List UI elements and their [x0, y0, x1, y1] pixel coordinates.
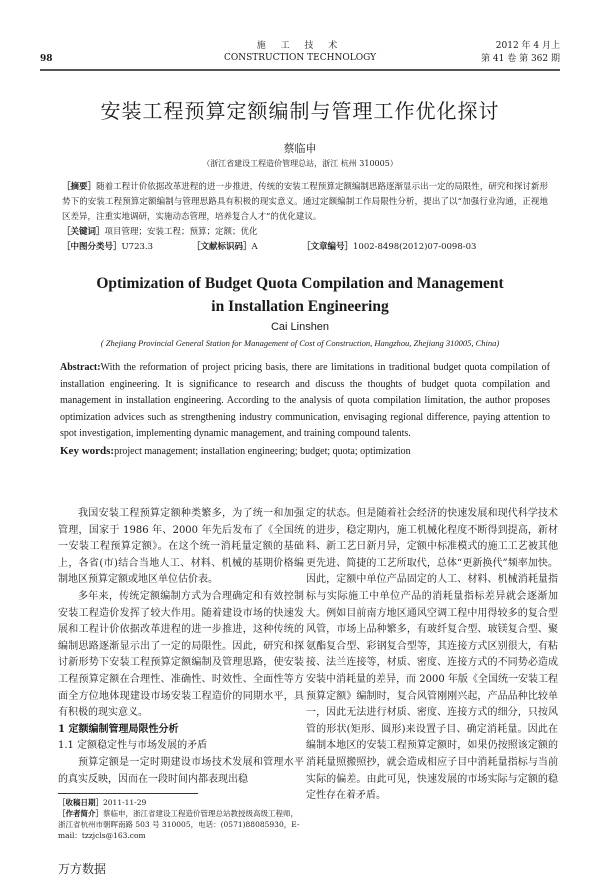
affiliation-cn: （浙江省建设工程造价管理总站，浙江 杭州 310005） — [202, 159, 398, 168]
classification-row — [62, 240, 548, 255]
abstract-cn-label: ［摘要］ — [62, 182, 97, 192]
page-number: 98 — [40, 54, 53, 64]
body-left-column — [58, 506, 304, 788]
clc-value: U723.3 — [121, 242, 154, 252]
received-label: ［收稿日期］ — [58, 798, 103, 807]
body-paragraph: 定的状态。但是随着社会经济的快速发展和现代科学技术的进步，稳定期内，施工机械化程度不断得到提高，新材料、新工艺日新月异，定额中标准模式的施工工艺被其他更先进、简捷的工艺所取代，总体“更新换代”频率加快。因此，定额中单位产品固定的人工、材料、机械消耗量指标与实际施工中单位产品的消耗量指标差异就会逐渐加大。例如目前南方地区通风空调工程中用得较多的复合型风管，市场上品种繁多，有玻纤复合型、玻镁复合型、聚氨酯复合型、彩钢复合型等，其连接方式区别很大，有粘接、法兰连接等，材质、密度、连接方式的不同势必造成安装中消耗量的差异，而 2000 年版《全国统一安装工程预算定额》编制时，复合风管刚刚兴起，产品品种比较单一，因此无法进行材质、密度、连接方式的细分，只按风管的形状(矩形、圆形)来设置子目、确定消耗量。因此在编制本地区的安装工程预算定额时，如果仍按照该定额的消耗量照搬照抄，就会造成相应子目中消耗量指标与当前实际的偏差。由此可见，快速发展的市场实际与定额的稳定性存在着矛盾。 — [306, 508, 558, 802]
abstract-cn-block — [62, 180, 548, 255]
title-cn: 安装工程预算定额编制与管理工作优化探讨 — [100, 99, 500, 123]
footnote-rule — [58, 793, 198, 794]
watermark: 万方数据 — [58, 862, 107, 876]
author-en: Cai Linshen — [270, 321, 330, 333]
title-en — [0, 272, 600, 318]
author-cn: 蔡临申 — [283, 142, 317, 155]
article-no-label: ［文章编号］ — [302, 242, 354, 252]
body-paragraph: 多年来，传统定额编制方式为合理确定和有效控制安装工程造价发挥了较大作用。随着建设市场的快速发展和工程计价依据改革进程的进一步推进，这种传统的编制思路逐渐显示出了一定的局限性。因此，研究和探讨新形势下安装工程预算定额编制及管理思路，使安装工程预算定额在合理性、准确性、时效性、全面性等方面全方位地体现建设市场安装工程造价的同期水平，具有积极的现实意义。 — [58, 590, 304, 719]
article-no-value: 1002-8498(2012)07-0098-03 — [353, 242, 477, 252]
issue-info — [481, 40, 560, 66]
abstract-cn-text: 随着工程计价依据改革进程的进一步推进，传统的安装工程预算定额编制思路逐渐显示出一定的局限性，研究和探讨新形势下的安装工程预算定额编制与管理思路具有积极的现实意义。通过定额编制工作局限性分析，提出了以“加强行业沟通，正视地区差异，注重实地调研，实施动态管理，培养复合人才”的优化建议。 — [62, 182, 548, 222]
body-paragraph: 预算定额是一定时期建设市场技术发展和管理水平的真实反映，因而在一段时间内都表现出稳 — [58, 756, 304, 785]
abstract-en — [60, 360, 550, 443]
title-en-text: Optimization of Budget Quota Compilation and Management in Installation Engineering — [96, 275, 504, 315]
issue-volume: 第 41 卷 第 362 期 — [481, 54, 560, 64]
author-bio: 蔡临申，浙江省建设工程造价管理总站教授级高级工程师，浙江省杭州市朝晖南路 503 号 310005，电话：(0571)88085930，E-mail：tzzjcls@163.com — [58, 809, 300, 840]
affiliation-en: ( Zhejiang Provincial General Station for Management of Cost of Construction, Hangzhou, Zhejiang 310005, China) — [100, 338, 500, 348]
journal-name-en: CONSTRUCTION TECHNOLOGY — [223, 53, 377, 63]
abstract-en-text: With the reformation of project pricing basis, there are limitations in traditional budget quota compilation of installation engineering. It is significance to research and discuss the thoughts of budget quota compilation and management in installation engineering. According to the analysis of quota compilation limitation, the author proposes optimization advices such as strengthening industry communication, envisaging regional difference, paying attention to spot investigation, implementing dynamic management, and training compound talents. — [60, 362, 550, 439]
body-right-column — [306, 506, 558, 805]
journal-name-cn: 施 工 技 术 — [256, 41, 344, 51]
journal-header — [200, 40, 400, 64]
keywords-cn-label: ［关键词］ — [62, 227, 105, 237]
keywords-en-label: Key words: — [60, 444, 115, 457]
abstract-cn — [62, 180, 548, 225]
abstract-en-label: Abstract: — [60, 362, 101, 373]
received-date: 2011-11-29 — [103, 798, 147, 807]
abstract-en-block — [60, 360, 550, 460]
subsection-heading: 1.1 定额稳定性与市场发展的矛盾 — [58, 740, 208, 752]
footnotes — [58, 797, 304, 841]
doc-code-label: ［文献标识码］ — [192, 242, 252, 252]
clc-label: ［中图分类号］ — [62, 242, 122, 252]
header-rule — [40, 69, 560, 71]
section-heading: 1 定额编制管理局限性分析 — [58, 723, 179, 735]
bio-label: ［作者简介］ — [58, 809, 103, 818]
keywords-cn — [62, 225, 548, 240]
keywords-en-text: project management; installation engineering; budget; quota; optimization — [114, 445, 411, 457]
keywords-en — [60, 443, 550, 461]
body-paragraph: 我国安装工程预算定额种类繁多，为了统一和加强管理，国家于 1986 年、2000 年先后发布了《全国统一安装工程预算定额》。在这个统一消耗量定额的基础上，各省(市)结合当地人工、材料、机械的基期价格编制地区预算定额或地区单位估价表。 — [58, 508, 304, 586]
issue-date: 2012 年 4 月上 — [495, 41, 560, 51]
keywords-cn-text: 项目管理；安装工程；预算；定额；优化 — [104, 227, 258, 237]
doc-code-value: A — [251, 242, 258, 252]
